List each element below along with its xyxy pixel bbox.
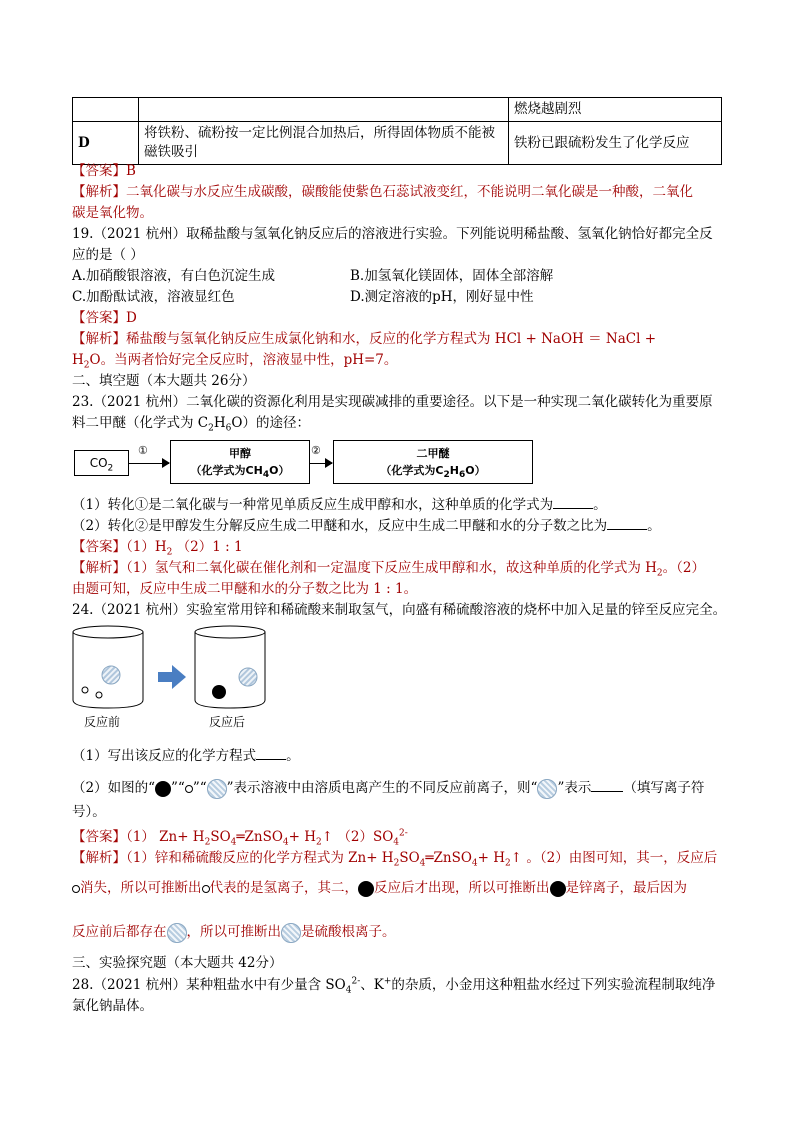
dimethyl-ether-box: 二甲醚 （化学式为$C_2H_6O$） [333, 440, 533, 484]
analysis-line: 碳是氧化物。 [72, 205, 153, 221]
step-label: ① [138, 444, 148, 457]
answer-blank[interactable] [256, 746, 286, 760]
beaker-after [195, 626, 265, 708]
question-stem: 28.（2021 杭州）某种粗盐水中有少量含 $SO_4^{2-}$、K+的杂质，小金用这种粗盐水经过下列实验流程制取纯净 [72, 976, 716, 996]
option-b: B.加氢氧化镁固体，固体全部溶解 [350, 268, 554, 284]
label-after: 反应后 [209, 715, 246, 729]
analysis-line: 由题可知，反应中生成二甲醚和水的分子数之比为 1 : 1。 [72, 581, 418, 597]
hatched-ion-icon [281, 923, 301, 943]
beaker-before [73, 626, 143, 708]
sub-question: 号）。 [72, 804, 106, 820]
sub-question: （2）转化②是甲醇发生分解反应生成二甲醚和水，反应中生成二甲醚和水的分子数之比为 。 [72, 518, 661, 534]
table-cell [139, 98, 509, 122]
answer-blank[interactable] [553, 495, 593, 509]
answer-blank[interactable] [607, 516, 647, 530]
question-stem: 19.（2021 杭州）取稀盐酸与氢氧化钠反应后的溶液进行实验。下列能说明稀盐酸、氢氧化钠恰好都完全反 [72, 226, 713, 242]
option-letter: D [73, 122, 139, 165]
black-ion-icon [155, 781, 171, 797]
analysis-line: $H_2O$。当两者恰好完全反应时，溶液显中性，pH=7。 [72, 352, 398, 371]
right-arrow [158, 665, 186, 689]
analysis-line: 反应前后都存在 ，所以可推断出 是硫酸根离子。 [72, 922, 724, 943]
small-circle-ion-icon [72, 885, 80, 893]
hatched-ion-icon [207, 779, 227, 799]
table-cell [73, 98, 139, 122]
answer-line: 【答案】B [72, 163, 136, 179]
section-heading: 二、填空题（本大题共 26分） [72, 373, 256, 389]
label-before: 反应前 [84, 715, 121, 729]
conversion-diagram [74, 438, 534, 488]
question-stem: 应的是（ ） [72, 247, 144, 263]
analysis-line: 【解析】（1）氢气和二氧化碳在催化剂和一定温度下反应生成甲醇和水，故这种单质的化学式为 $H_2$。（2） [72, 560, 705, 579]
option-d: D.测定溶液的pH，刚好显中性 [350, 289, 534, 305]
answer-line: 【答案】$(1)H_2$ （2）1 : 1 [72, 539, 243, 558]
analysis-line: 【解析】二氧化碳与水反应生成碳酸，碳酸能使紫色石蕊试液变红，不能说明二氧化碳是一种酸，二氧化 [72, 184, 693, 200]
table-row [73, 122, 722, 165]
answer-blank[interactable] [591, 778, 623, 792]
question-stem: 24.（2021 杭州）实验室常用锌和稀硫酸来制取氢气，向盛有稀硫酸溶液的烧杯中加入足量的锌至反应完全。 [72, 602, 727, 618]
option-row [72, 266, 724, 286]
step-label: ② [311, 444, 321, 457]
arrow-head [162, 458, 170, 468]
sub-question: （1）写出该反应的化学方程式 。 [72, 748, 300, 764]
hatched-ion-icon [537, 779, 557, 799]
question-stem: 氯化钠晶体。 [72, 998, 153, 1014]
analysis-line: 【解析】（1）锌和稀硫酸反应的化学方程式为 $Zn+ H_2SO_4═ZnSO_4+$ $H_2↑$ 。（2）由图可知，其一，反应后 [72, 850, 718, 869]
section-heading: 三、实验探究题（本大题共 42分） [72, 955, 283, 971]
options-table [72, 97, 722, 165]
answer-line: 【答案】D [72, 310, 137, 326]
question-stem: 23.（2021 杭州）二氧化碳的资源化利用是实现碳减排的重要途径。以下是一种实现二氧化碳转化为重要原 [72, 394, 713, 410]
answer-line: 【答案】（1） $Zn+ H_2SO_4═ZnSO_4+$ $H_2↑$ $(2)SO_4^{2-}$ [72, 828, 408, 848]
conclusion-cell: 铁粉已跟硫粉发生了化学反应 [509, 122, 722, 165]
option-a: A.加硝酸银溶液，有白色沉淀生成 [72, 268, 276, 284]
black-ion-icon [358, 881, 374, 897]
question-stem: 料二甲醚（化学式为 $C_2H_6O$）的途径： [72, 415, 310, 434]
option-row [72, 287, 724, 307]
co2-box: $CO_2$ [74, 450, 129, 476]
arrow-head [325, 458, 333, 468]
sub-question: （2）如图的“ ”“ ”“ ”表示溶液中由溶质电离产生的不同反应前离子，则“ ”表示 （填写离子符 [72, 778, 724, 799]
option-c: C.加酚酞试液，溶液显红色 [72, 289, 235, 305]
table-row [73, 98, 722, 122]
small-circle-ion-icon [185, 785, 193, 793]
sub-question: （1）转化①是二氧化碳与一种常见单质反应生成甲醇和水，这种单质的化学式为 。 [72, 497, 607, 513]
small-circle-ion-icon [202, 885, 210, 893]
operation-cell: 将铁粉、硫粉按一定比例混合加热后，所得固体物质不能被磁铁吸引 [139, 122, 509, 165]
table-cell: 燃烧越剧烈 [509, 98, 722, 122]
analysis-line: 消失，所以可推断出 代表的是氢离子，其二， 反应后才出现，所以可推断出 是锌离子，最后因为 [72, 878, 724, 898]
analysis-line: 【解析】稀盐酸与氢氧化钠反应生成氯化钠和水，反应的化学方程式为 HCl + NaOH ＝ NaCl + [72, 331, 656, 347]
methanol-box: 甲醇 （化学式为$CH_4O$） [170, 440, 310, 484]
black-ion-icon [550, 881, 566, 897]
hatched-ion-icon [167, 923, 187, 943]
